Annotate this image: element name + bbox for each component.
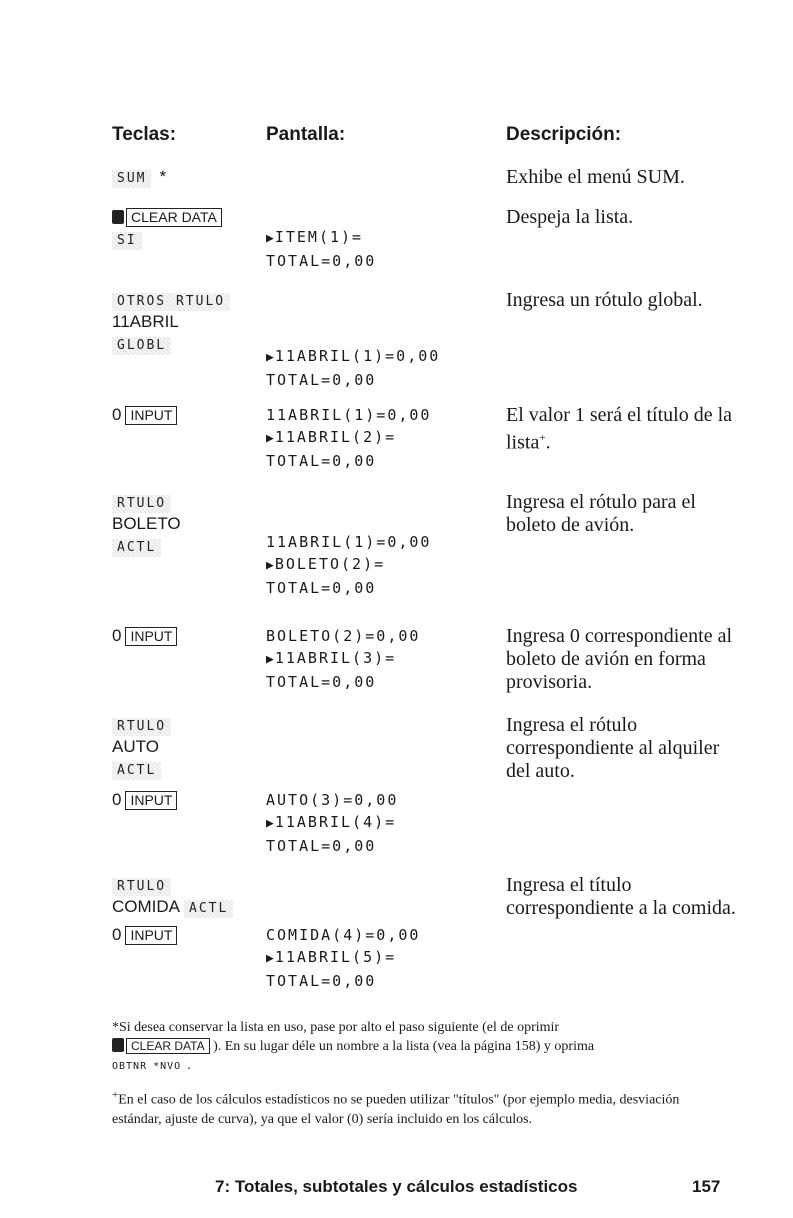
typed-text: COMIDA [112, 897, 180, 916]
step-display [266, 345, 440, 391]
description-text: Ingresa el rótulo para el boleto de avión. [506, 491, 696, 536]
display-text: TOTAL=0,00 [266, 837, 377, 855]
clear-data-key: CLEAR DATA [126, 1038, 210, 1054]
step-description [506, 166, 746, 189]
display-line [266, 625, 420, 647]
key-line [112, 206, 222, 228]
display-text: AUTO(3)=0,00 [266, 791, 399, 809]
step-keys [112, 625, 177, 647]
display-line [266, 226, 376, 250]
footnote-star-end: . [187, 1058, 191, 1073]
display-text: TOTAL=0,00 [266, 972, 377, 990]
display-line [266, 924, 420, 946]
display-line [266, 577, 431, 599]
description-text: Ingresa 0 correspondiente al boleto de avión en forma provisoria. [506, 625, 733, 693]
display-text: TOTAL=0,00 [266, 371, 377, 389]
display-line [266, 671, 420, 693]
footnote-star-text-2: ). En su lugar déle un nombre a la lista (vea la página 158) y oprima [213, 1039, 595, 1054]
chapter-footer: 7: Totales, subtotales y cálculos estadísticos [215, 1177, 578, 1196]
softkey-label: OTROS RTULO [112, 293, 230, 311]
header-keys: Teclas: [112, 124, 177, 145]
display-text: TOTAL=0,00 [266, 252, 377, 270]
step-keys [112, 874, 233, 918]
pointer-arrow-icon: ▶ [266, 816, 274, 831]
description-text: Exhibe el menú SUM. [506, 166, 685, 188]
pointer-arrow-icon: ▶ [266, 558, 274, 573]
display-text: 11ABRIL(2)= [274, 428, 397, 446]
key-line [112, 404, 177, 426]
softkey-label: SI [112, 232, 142, 250]
keyboard-key: INPUT [125, 627, 177, 646]
description-text: Ingresa el título correspondiente a la comida. [506, 874, 736, 919]
page-number: 157 [692, 1177, 721, 1196]
display-text: 11ABRIL(5)= [274, 948, 397, 966]
display-line [266, 946, 420, 970]
description-text: Ingresa un rótulo global. [506, 289, 703, 311]
keyboard-key: INPUT [125, 791, 177, 810]
step-description: El valor 1 será el título de la lista+. [506, 404, 733, 454]
pointer-arrow-icon: ▶ [266, 431, 274, 446]
softkey-label: ACTL [112, 539, 161, 557]
typed-text: 0 [112, 790, 122, 809]
keyboard-key: CLEAR DATA [126, 208, 222, 227]
key-line [112, 758, 171, 780]
footnote-star [112, 1018, 722, 1076]
shift-key-icon [112, 210, 124, 224]
display-text: 11ABRIL(3)= [274, 649, 397, 667]
display-text: BOLETO(2)= [274, 555, 386, 573]
step-keys [112, 404, 177, 426]
step-keys [112, 491, 181, 557]
header-description: Descripción: [506, 124, 622, 145]
display-line [266, 647, 420, 671]
key-line [112, 789, 177, 811]
softkey-label: ACTL [112, 762, 161, 780]
step-description [506, 289, 746, 312]
pointer-arrow-icon: ▶ [266, 231, 274, 246]
display-text: 11ABRIL(1)=0,00 [274, 347, 441, 365]
typed-text: BOLETO [112, 514, 181, 533]
display-line [266, 450, 431, 472]
keyboard-key: INPUT [125, 926, 177, 945]
softkey-label: ACTL [184, 900, 233, 918]
step-keys [112, 714, 171, 780]
display-text: TOTAL=0,00 [266, 673, 377, 691]
display-line [266, 250, 376, 272]
typed-text: 0 [112, 925, 122, 944]
pointer-arrow-icon: ▶ [266, 350, 274, 365]
key-line [112, 736, 171, 758]
footnote-plus-mark: + [112, 1089, 119, 1101]
key-line [112, 625, 177, 647]
step-description [506, 874, 746, 920]
display-line [266, 426, 431, 450]
header-display: Pantalla: [266, 124, 346, 145]
softkey-label: RTULO [112, 718, 171, 736]
key-line [112, 896, 233, 918]
step-description [506, 625, 746, 694]
footnote-star-mark: * [112, 1020, 119, 1035]
shift-key-icon [112, 1038, 124, 1052]
description-text: Despeja la lista. [506, 206, 634, 228]
key-line [112, 491, 181, 513]
footnote-plus-text: En el caso de los cálculos estadísticos no se pueden utilizar "títulos" (por ejemplo media, desviación estándar, ajuste de curva), ya que el valor (0) sería incluido en los cálculos. [112, 1092, 680, 1127]
key-line [112, 535, 181, 557]
display-line [266, 369, 440, 391]
key-line [112, 289, 230, 311]
description-text: El valor 1 será el título de la lista [506, 404, 733, 454]
display-text: ITEM(1)= [274, 228, 364, 246]
step-display [266, 924, 420, 992]
pointer-arrow-icon: ▶ [266, 951, 274, 966]
typed-text: 0 [112, 405, 122, 424]
step-keys [112, 789, 177, 811]
step-description [506, 714, 746, 783]
description-sup: + [539, 432, 546, 444]
step-display [266, 625, 420, 693]
key-line [112, 166, 166, 188]
display-text: 11ABRIL(1)=0,00 [266, 406, 432, 424]
key-line [112, 924, 177, 946]
key-line [112, 513, 181, 535]
description-text: Ingresa el rótulo correspondiente al alquiler del auto. [506, 714, 720, 782]
display-line [266, 531, 431, 553]
display-line [266, 835, 398, 857]
step-description [506, 491, 746, 537]
footnote-plus [112, 1086, 722, 1129]
keyboard-key: INPUT [125, 406, 177, 425]
display-line [266, 404, 431, 426]
step-keys [112, 289, 230, 355]
display-text: TOTAL=0,00 [266, 452, 377, 470]
display-line [266, 970, 420, 992]
softkey-label: RTULO [112, 878, 171, 896]
key-line [112, 714, 171, 736]
softkey-label: SUM [112, 170, 151, 188]
display-text: TOTAL=0,00 [266, 579, 377, 597]
typed-text: 11ABRIL [112, 312, 179, 331]
key-line [112, 311, 230, 333]
key-line [112, 333, 230, 355]
display-text: BOLETO(2)=0,00 [266, 627, 421, 645]
display-line [266, 789, 398, 811]
step-display [266, 789, 398, 857]
display-text: 11ABRIL(4)= [274, 813, 397, 831]
key-line [112, 874, 233, 896]
display-text: COMIDA(4)=0,00 [266, 926, 421, 944]
pointer-arrow-icon: ▶ [266, 652, 274, 667]
display-text: 11ABRIL(1)=0,00 [266, 533, 432, 551]
softkey-label: RTULO [112, 495, 171, 513]
step-display [266, 226, 376, 272]
typed-text: AUTO [112, 737, 159, 756]
step-keys [112, 206, 222, 250]
typed-text: 0 [112, 626, 122, 645]
step-description [506, 206, 746, 229]
key-suffix: * [159, 167, 167, 186]
step-keys [112, 166, 166, 188]
footnote-star-text-1: Si desea conservar la lista en uso, pase por alto el paso siguiente (el de oprimir [119, 1020, 560, 1035]
nvo-softkey: *NVO [153, 1061, 182, 1072]
step-keys [112, 924, 177, 946]
display-line [266, 811, 398, 835]
display-line [266, 553, 431, 577]
softkey-label: GLOBL [112, 337, 171, 355]
key-line [112, 228, 222, 250]
step-display [266, 531, 431, 599]
obtnr-softkey: OBTNR [112, 1061, 148, 1072]
display-line [266, 345, 440, 369]
step-display [266, 404, 431, 472]
